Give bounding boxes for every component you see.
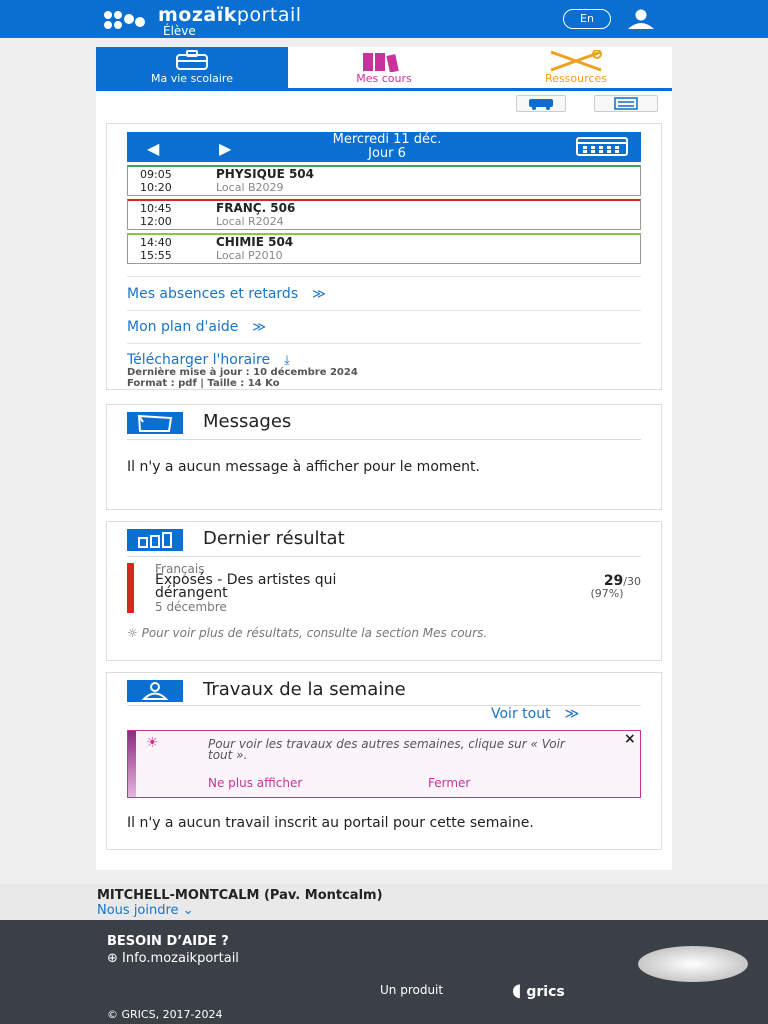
divider: [127, 343, 641, 344]
double-chevron-right-icon: ≫: [252, 320, 266, 335]
result-assignment[interactable]: Exposés - Des artistes qui dérangent: [155, 572, 337, 601]
grics-logo[interactable]: ◖ grics: [512, 980, 565, 1001]
weekly-header-icon: [127, 680, 183, 702]
product-label: Un produit: [380, 983, 444, 997]
divider: [127, 276, 641, 277]
help-footer: [0, 920, 768, 1024]
result-date: 5 décembre: [155, 600, 227, 614]
tab-mes-cours[interactable]: [288, 47, 480, 91]
transport-button[interactable]: [516, 95, 566, 112]
course-end: 12:00: [140, 215, 172, 228]
copyright: © GRICS, 2017-2024: [107, 1008, 223, 1021]
messages-title: Messages: [203, 411, 292, 432]
lightbulb-icon: ☼: [127, 626, 142, 640]
weekly-title: Travaux de la semaine: [203, 679, 406, 700]
help-title: BESOIN D’AIDE ?: [107, 934, 229, 949]
divider: [127, 310, 641, 311]
divider: [127, 556, 641, 557]
course-name: PHYSIQUE 504: [216, 167, 315, 181]
course-name: CHIMIE 504: [216, 235, 294, 249]
divider: [127, 439, 641, 440]
floating-chat-button[interactable]: [638, 946, 748, 982]
user-role: Élève: [163, 24, 196, 38]
tab-ressources[interactable]: [480, 47, 672, 91]
tab-label: Ressources: [545, 72, 607, 85]
schedule-panel: [106, 123, 662, 390]
double-chevron-right-icon: ≫: [312, 287, 326, 302]
weekly-tip: [127, 730, 641, 798]
tools-icon: [545, 50, 607, 72]
user-account-icon[interactable]: [620, 8, 662, 30]
tab-label: Ma vie scolaire: [151, 72, 233, 85]
lightbulb-icon: ☀: [146, 735, 159, 751]
tab-ma-vie-scolaire[interactable]: [96, 47, 288, 91]
help-link[interactable]: ⊕ Info.mozaikportail: [107, 951, 239, 966]
result-hint: ☼ Pour voir plus de résultats, consulte la section Mes cours.: [127, 626, 488, 640]
tip-accent: [128, 731, 136, 797]
day-date: [257, 133, 517, 161]
download-meta: Dernière mise à jour : 10 décembre 2024 Format : pdf | Taille : 14 Ko: [127, 367, 358, 389]
result-subject: Français: [155, 562, 205, 576]
globe-icon: ⊕: [107, 951, 123, 966]
mozaik-logo-icon[interactable]: [102, 9, 146, 31]
transport-icon: [517, 96, 565, 111]
messages-empty-text: Il n'y a aucun message à afficher pour le moment.: [127, 459, 480, 475]
tip-close-button[interactable]: Fermer: [428, 776, 471, 790]
see-all-link[interactable]: Voir tout ≫: [491, 706, 580, 722]
brand-name[interactable]: mozaïkportail: [158, 4, 302, 26]
tip-text: Pour voir les travaux des autres semaines, clique sur « Voir tout ».: [208, 737, 565, 762]
course-start: 10:45: [140, 202, 172, 215]
school-name: MITCHELL-MONTCALM (Pav. Montcalm): [97, 888, 383, 903]
result-title: Dernier résultat: [203, 528, 345, 549]
course-name: FRANÇ. 506: [216, 201, 296, 215]
weekly-work-panel: [106, 672, 662, 850]
calculator-icon: [595, 96, 657, 111]
result-color-bar: [127, 563, 134, 613]
messages-panel: [106, 404, 662, 510]
language-button[interactable]: En: [563, 9, 611, 29]
result-score: 29/30 (97%): [590, 573, 641, 600]
course-row[interactable]: [127, 233, 641, 264]
grics-logo-icon: ◖: [512, 980, 522, 1001]
chevron-down-icon: ⌄: [182, 903, 194, 918]
school-footer: [0, 884, 768, 920]
contact-link[interactable]: Nous joindre ⌄: [97, 903, 194, 918]
course-room: Local P2010: [216, 249, 283, 262]
download-icon: ⤓: [284, 353, 290, 368]
student-desk-icon: [127, 680, 183, 702]
previous-day-button[interactable]: ◀: [147, 139, 160, 158]
course-end: 10:20: [140, 181, 172, 194]
course-row[interactable]: [127, 165, 641, 196]
day-navigator: [127, 132, 641, 162]
tab-label: Mes cours: [356, 72, 412, 85]
course-room: Local R2024: [216, 215, 284, 228]
calendar-icon[interactable]: [575, 135, 629, 157]
date-label: Mercredi 11 déc.: [332, 132, 442, 147]
next-day-button[interactable]: ▶: [219, 139, 232, 158]
course-row[interactable]: [127, 199, 641, 230]
cycle-day-label: Jour 6: [368, 146, 406, 161]
course-room: Local B2029: [216, 181, 284, 194]
main-content: [96, 47, 672, 870]
absences-link[interactable]: Mes absences et retards ≫: [127, 286, 326, 302]
top-bar: [0, 0, 768, 38]
messages-header-icon: [127, 412, 183, 434]
course-start: 09:05: [140, 168, 172, 181]
message-icon: [127, 412, 183, 434]
tip-dont-show-button[interactable]: Ne plus afficher: [208, 776, 303, 790]
help-plan-link[interactable]: Mon plan d'aide ≫: [127, 319, 266, 335]
bar-chart-icon: [127, 529, 183, 551]
weekly-empty-text: Il n'y a aucun travail inscrit au portail pour cette semaine.: [127, 815, 534, 831]
main-tabs: [96, 47, 672, 91]
close-icon[interactable]: ×: [624, 731, 636, 747]
last-result-panel: [106, 521, 662, 661]
result-header-icon: [127, 529, 183, 551]
download-schedule-link[interactable]: Télécharger l'horaire ⤓: [127, 352, 290, 368]
course-start: 14:40: [140, 236, 172, 249]
books-icon: [361, 50, 407, 72]
briefcase-icon: [175, 50, 209, 70]
course-end: 15:55: [140, 249, 172, 262]
calculator-button[interactable]: [594, 95, 658, 112]
double-chevron-right-icon: ≫: [564, 706, 580, 722]
